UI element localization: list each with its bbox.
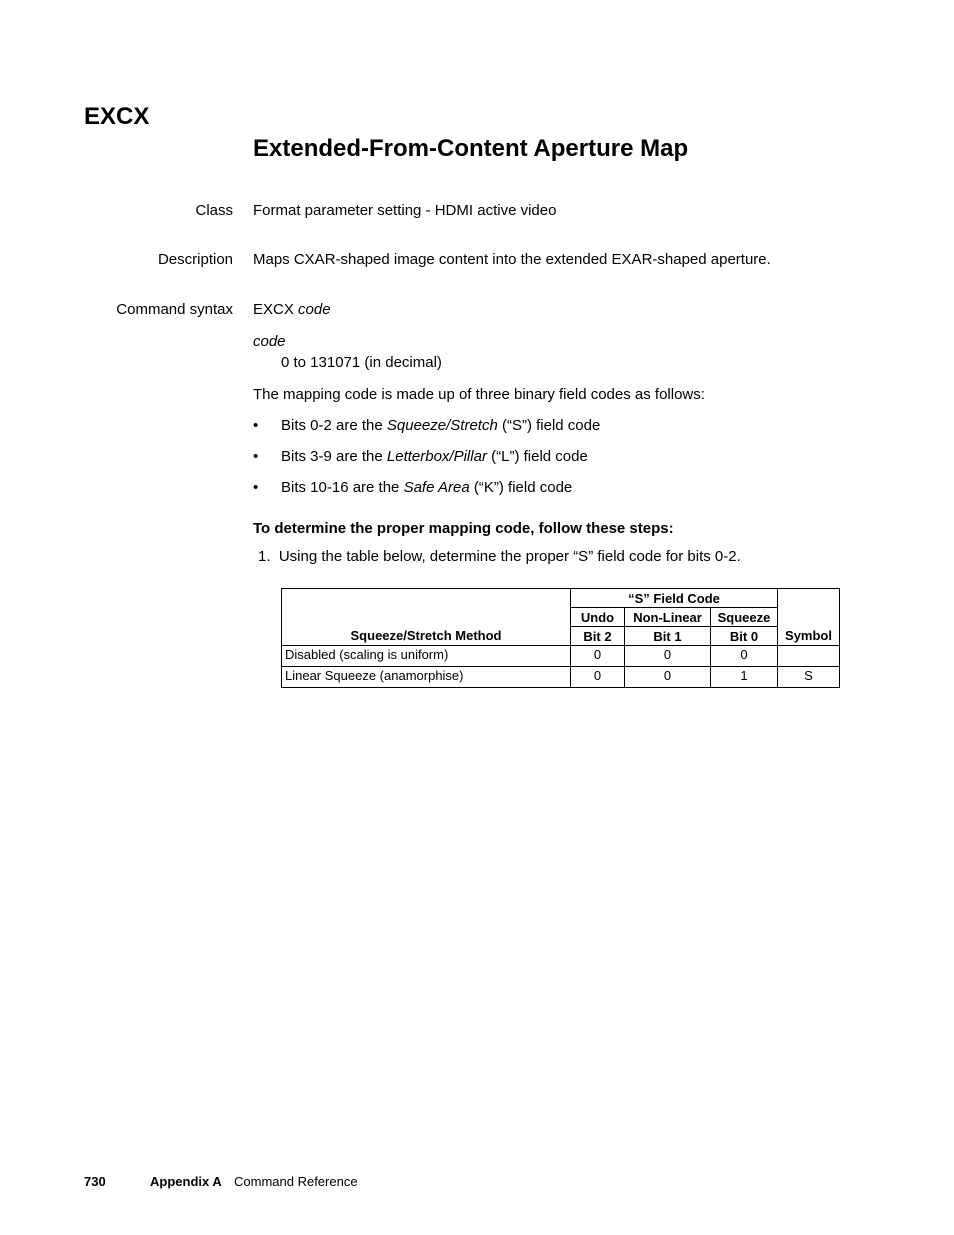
table-row <box>282 667 840 688</box>
bullet-suffix: (“K”) field code <box>469 479 573 496</box>
bullet-prefix: Bits 0-2 are the <box>281 417 387 434</box>
symbol-header: Symbol <box>778 589 840 646</box>
syntax-param: code <box>298 301 331 318</box>
method-cell: Linear Squeeze (anamorphise) <box>282 667 571 688</box>
table-row <box>282 646 840 667</box>
bullet-item <box>281 479 572 496</box>
bullet-dot: • <box>253 417 259 434</box>
sub-header-undo: Undo <box>571 608 625 627</box>
bit2-cell: 0 <box>571 646 625 667</box>
class-value: Format parameter setting - HDMI active video <box>253 202 557 219</box>
syntax-label: Command syntax <box>116 301 233 318</box>
footer-appendix: Appendix A <box>150 1174 222 1189</box>
class-label: Class <box>195 202 233 219</box>
syntax-line <box>253 301 331 318</box>
bullet-item <box>281 448 588 465</box>
bullet-term: Safe Area <box>403 479 470 496</box>
bullet-suffix: (“L”) field code <box>486 448 588 465</box>
bullet-suffix: (“S”) field code <box>497 417 601 434</box>
command-name: EXCX <box>84 103 150 130</box>
table-header-row <box>282 589 840 608</box>
bit1-cell: 0 <box>625 646 711 667</box>
sub-header-non-linear: Non-Linear <box>625 608 711 627</box>
bit2-cell: 0 <box>571 667 625 688</box>
sub-header-squeeze: Squeeze <box>711 608 778 627</box>
param-name: code <box>253 333 286 350</box>
page-number: 730 <box>84 1174 106 1189</box>
method-cell: Disabled (scaling is uniform) <box>282 646 571 667</box>
step-1: 1. Using the table below, determine the proper “S” field code for bits 0-2. <box>258 548 741 565</box>
method-header: Squeeze/Stretch Method <box>282 589 571 646</box>
footer-section: Command Reference <box>234 1174 358 1189</box>
bit1-cell: 0 <box>625 667 711 688</box>
symbol-cell <box>778 646 840 667</box>
bullet-prefix: Bits 10-16 are the <box>281 479 404 496</box>
group-header: “S” Field Code <box>571 589 778 608</box>
bullet-dot: • <box>253 479 259 496</box>
bullet-item <box>281 417 600 434</box>
bullet-term: Letterbox/Pillar <box>386 448 487 465</box>
command-title: Extended-From-Content Aperture Map <box>253 135 689 162</box>
bullet-dot: • <box>253 448 259 465</box>
steps-heading: To determine the proper mapping code, follow these steps: <box>253 520 674 537</box>
bit0-cell: 1 <box>711 667 778 688</box>
bit-header: Bit 1 <box>625 627 711 646</box>
s-field-code-table <box>281 588 840 688</box>
mapping-intro: The mapping code is made up of three binary field codes as follows: <box>253 386 705 403</box>
description-value: Maps CXAR-shaped image content into the extended EXAR-shaped aperture. <box>253 251 771 268</box>
symbol-cell: S <box>778 667 840 688</box>
syntax-command: EXCX <box>253 301 294 318</box>
bit0-cell: 0 <box>711 646 778 667</box>
bit-header: Bit 0 <box>711 627 778 646</box>
bullet-prefix: Bits 3-9 are the <box>281 448 387 465</box>
bullet-term: Squeeze/Stretch <box>386 417 498 434</box>
description-label: Description <box>157 251 233 268</box>
bit-header: Bit 2 <box>571 627 625 646</box>
param-range: 0 to 131071 (in decimal) <box>281 354 442 371</box>
